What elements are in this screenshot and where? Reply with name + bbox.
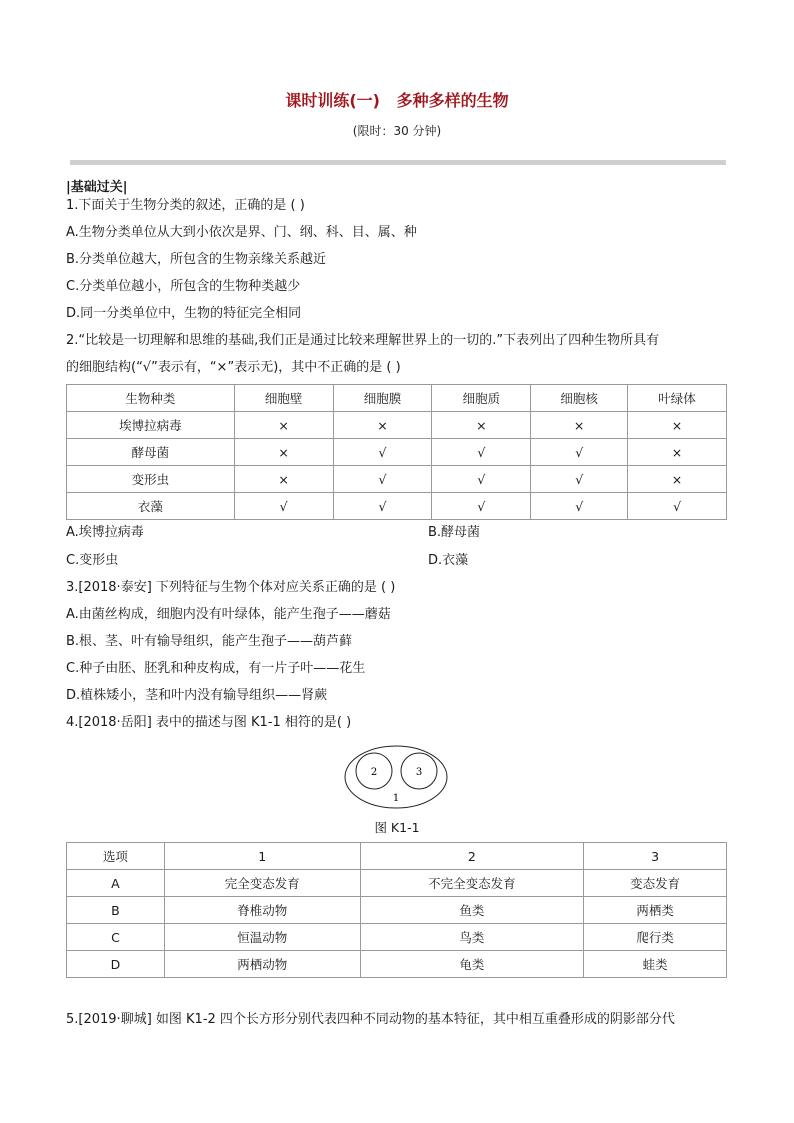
table-cell: C bbox=[67, 924, 165, 951]
table-row bbox=[67, 493, 727, 520]
table-cell: × bbox=[531, 412, 628, 439]
table-header-cell: 细胞膜 bbox=[333, 385, 432, 412]
table-cell: 完全变态发育 bbox=[164, 870, 360, 897]
table-cell: √ bbox=[234, 493, 333, 520]
table-row bbox=[67, 951, 727, 978]
diagram-label-3: 3 bbox=[415, 767, 423, 778]
table-row bbox=[67, 466, 727, 493]
options-table bbox=[66, 842, 727, 978]
q2-stem-line2: 的细胞结构(“√”表示有，“×”表示无)，其中不正确的是 ( ) bbox=[66, 360, 401, 375]
table-cell: √ bbox=[531, 439, 628, 466]
table-cell: 鱼类 bbox=[360, 897, 584, 924]
table-cell: × bbox=[234, 466, 333, 493]
table-cell: 埃博拉病毒 bbox=[67, 412, 235, 439]
q1-option-d: D.同一分类单位中，生物的特征完全相同 bbox=[66, 306, 302, 321]
table-cell: D bbox=[67, 951, 165, 978]
q1-stem: 1.下面关于生物分类的叙述，正确的是 ( ) bbox=[66, 198, 305, 213]
table-cell: √ bbox=[333, 466, 432, 493]
table-cell: 两栖动物 bbox=[164, 951, 360, 978]
q2-option-a: A.埃博拉病毒 bbox=[66, 525, 144, 540]
q3-option-b: B.根、茎、叶有输导组织，能产生孢子——葫芦藓 bbox=[66, 634, 353, 649]
table-cell: B bbox=[67, 897, 165, 924]
q2-option-d: D.衣藻 bbox=[428, 553, 469, 568]
q2-option-c: C.变形虫 bbox=[66, 553, 119, 568]
venn-diagram bbox=[342, 744, 450, 810]
table-cell: 衣藻 bbox=[67, 493, 235, 520]
header-divider bbox=[70, 160, 726, 165]
table-cell: × bbox=[333, 412, 432, 439]
table-row bbox=[67, 412, 727, 439]
table-cell: 变形虫 bbox=[67, 466, 235, 493]
diagram-label-1: 1 bbox=[392, 793, 400, 804]
table-cell: √ bbox=[628, 493, 727, 520]
table-cell: A bbox=[67, 870, 165, 897]
table-cell: √ bbox=[333, 493, 432, 520]
q3-option-a: A.由菌丝构成，细胞内没有叶绿体，能产生孢子——蘑菇 bbox=[66, 607, 391, 622]
cell-structure-table bbox=[66, 384, 727, 520]
table-cell: 鸟类 bbox=[360, 924, 584, 951]
table-cell: × bbox=[628, 439, 727, 466]
page-title: 课时训练(一) 多种多样的生物 bbox=[285, 91, 509, 110]
table-cell: 两栖类 bbox=[584, 897, 727, 924]
table-cell: √ bbox=[531, 466, 628, 493]
table-cell: × bbox=[628, 412, 727, 439]
table-row bbox=[67, 439, 727, 466]
table-cell: √ bbox=[432, 439, 531, 466]
table-row bbox=[67, 924, 727, 951]
table-header-cell: 细胞核 bbox=[531, 385, 628, 412]
q2-stem-line1: 2.“比较是一切理解和思维的基础,我们正是通过比较来理解世界上的一切的.”下表列出了四种生物所具有 bbox=[66, 333, 660, 348]
figure-caption: 图 K1-1 bbox=[374, 820, 420, 835]
table-cell: × bbox=[432, 412, 531, 439]
table-row bbox=[67, 870, 727, 897]
table-header-row bbox=[67, 843, 727, 870]
table-header-cell: 3 bbox=[584, 843, 727, 870]
table-cell: × bbox=[234, 439, 333, 466]
table-header-row bbox=[67, 385, 727, 412]
q3-option-c: C.种子由胚、胚乳和种皮构成，有一片子叶——花生 bbox=[66, 661, 366, 676]
time-limit: (限时：30 分钟) bbox=[352, 124, 442, 138]
table-header-cell: 选项 bbox=[67, 843, 165, 870]
q2-option-b: B.酵母菌 bbox=[428, 525, 481, 540]
table-cell: 脊椎动物 bbox=[164, 897, 360, 924]
table-cell: 恒温动物 bbox=[164, 924, 360, 951]
q3-option-d: D.植株矮小，茎和叶内没有输导组织——肾蕨 bbox=[66, 688, 328, 703]
table-cell: 变态发育 bbox=[584, 870, 727, 897]
q5-stem: 5.[2019·聊城] 如图 K1-2 四个长方形分别代表四种不同动物的基本特征，其中相互重叠形成的阴影部分代 bbox=[66, 1012, 675, 1027]
table-row bbox=[67, 897, 727, 924]
table-header-cell: 2 bbox=[360, 843, 584, 870]
q4-stem: 4.[2018·岳阳] 表中的描述与图 K1-1 相符的是( ) bbox=[66, 715, 352, 730]
table-header-cell: 细胞质 bbox=[432, 385, 531, 412]
q3-stem: 3.[2018·泰安] 下列特征与生物个体对应关系正确的是 ( ) bbox=[66, 580, 396, 595]
table-cell: 蛙类 bbox=[584, 951, 727, 978]
table-cell: 龟类 bbox=[360, 951, 584, 978]
table-header-cell: 细胞壁 bbox=[234, 385, 333, 412]
q1-option-b: B.分类单位越大，所包含的生物亲缘关系越近 bbox=[66, 252, 327, 267]
table-header-cell: 叶绿体 bbox=[628, 385, 727, 412]
diagram-label-2: 2 bbox=[370, 767, 378, 778]
table-header-cell: 1 bbox=[164, 843, 360, 870]
table-cell: √ bbox=[432, 493, 531, 520]
table-cell: 不完全变态发育 bbox=[360, 870, 584, 897]
table-cell: × bbox=[234, 412, 333, 439]
table-cell: √ bbox=[432, 466, 531, 493]
table-header-cell: 生物种类 bbox=[67, 385, 235, 412]
table-cell: 酵母菌 bbox=[67, 439, 235, 466]
table-cell: √ bbox=[531, 493, 628, 520]
q1-option-a: A.生物分类单位从大到小依次是界、门、纲、科、目、属、种 bbox=[66, 225, 417, 240]
section-title: |基础过关| bbox=[66, 180, 128, 195]
q1-option-c: C.分类单位越小，所包含的生物种类越少 bbox=[66, 279, 301, 294]
table-cell: 爬行类 bbox=[584, 924, 727, 951]
table-cell: × bbox=[628, 466, 727, 493]
table-cell: √ bbox=[333, 439, 432, 466]
